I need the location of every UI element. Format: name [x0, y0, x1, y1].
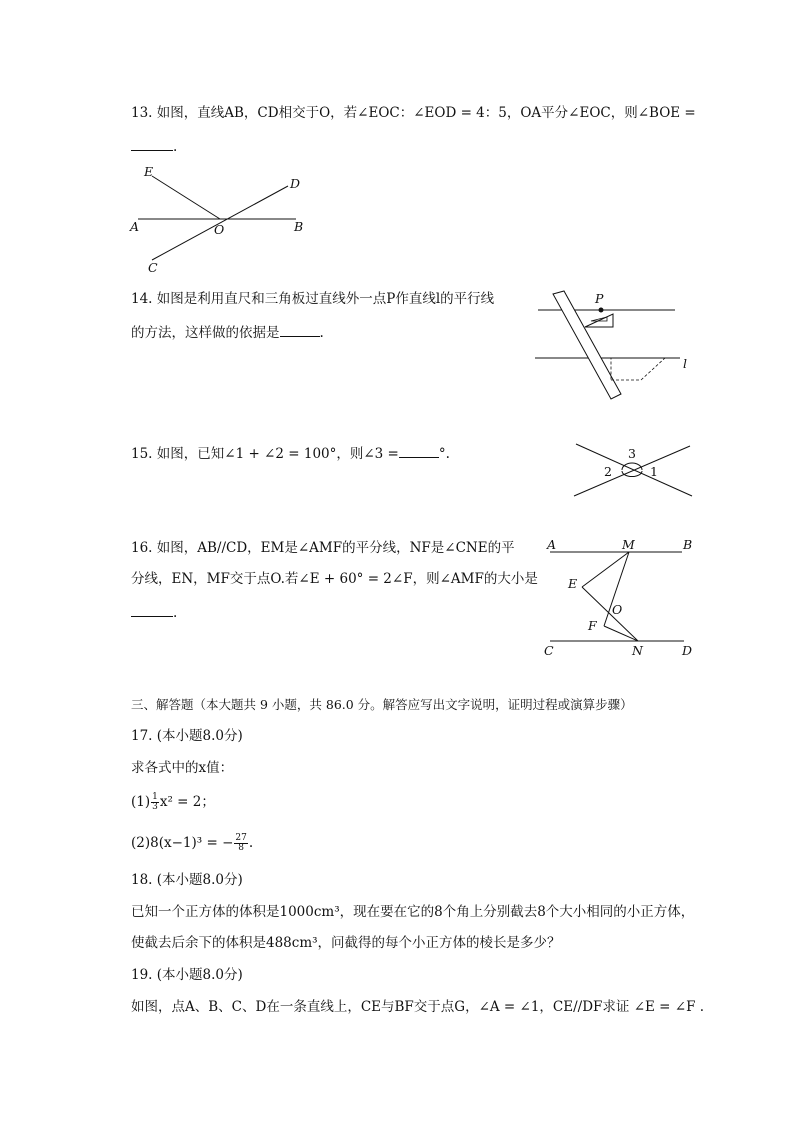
q13-label-e: E [144, 164, 154, 179]
q17-part2-end: . [248, 835, 254, 851]
q14-triangle-bottom [611, 358, 665, 380]
q16-label-d: D [682, 643, 693, 658]
q19-header-text: 19. (本小题8.0分) [131, 967, 243, 983]
q16-label-b: B [683, 537, 693, 552]
q16-figure [542, 538, 702, 663]
q17-header [131, 727, 243, 745]
q16-blank [131, 602, 173, 617]
q17-part2-fraction [234, 834, 247, 853]
q19-line1-text: 如图，点A、B、C、D在一条直线上，CE与BF交于点G，∠A = ∠1，CE//DF求证 ∠E = ∠F . [131, 999, 705, 1015]
q13-text [131, 104, 696, 122]
q16-segment-me [582, 552, 629, 587]
q15-label-1: 1 [650, 464, 658, 479]
q18-header [131, 871, 243, 889]
q15-label-2: 2 [604, 464, 612, 479]
q17-header-text: 17. (本小题8.0分) [131, 728, 243, 744]
q18-header-text: 18. (本小题8.0分) [131, 872, 243, 888]
q13-label-d: D [290, 176, 301, 191]
q16-label-o: O [612, 602, 623, 617]
q17-part1-numerator: 1 [152, 792, 158, 802]
q19-header [131, 966, 243, 984]
q16-label-e: E [568, 576, 578, 591]
q16-line2-text: 分线，EN，MF交于点O.若∠E + 60° = 2∠F，则∠AMF的大小是 [131, 571, 538, 587]
q16-end: . [173, 605, 178, 621]
q15-figure [570, 440, 700, 505]
q16-line1-text: 16. 如图，AB//CD，EM是∠AMF的平分线，NF是∠CNE的平 [131, 540, 515, 556]
q17-part2 [131, 834, 253, 853]
q16-label-n: N [632, 643, 643, 658]
q16-answer-line [131, 602, 177, 622]
q15-label-3: 3 [628, 446, 636, 461]
q17-part2-numerator: 27 [235, 833, 247, 843]
q14-end: . [319, 325, 324, 341]
q15-blank [399, 443, 439, 458]
q16-label-m: M [622, 537, 635, 552]
q14-line1 [131, 290, 494, 308]
q18-line2 [131, 934, 561, 952]
q14-figure [535, 290, 705, 405]
q13-end: . [173, 139, 178, 155]
q13-answer-line [131, 136, 177, 156]
q13-label-c: C [148, 260, 158, 275]
q14-label-l: l [683, 356, 687, 371]
q16-line1 [131, 539, 515, 557]
q16-segment-fn [604, 626, 638, 641]
q13-text-content: 13. 如图，直线AB，CD相交于O，若∠EOC：∠EOD = 4：5，OA平分∠EOC，则∠BOE = [131, 105, 696, 121]
q14-triangle-top [585, 314, 613, 327]
q17-part1-label: (1) [131, 794, 151, 810]
q17-part1-denominator: 3 [152, 802, 158, 812]
q14-line1-text: 14. 如图是利用直尺和三角板过直线外一点P作直线l的平行线 [131, 291, 495, 307]
q16-label-a: A [547, 537, 557, 552]
q17-part2-denominator: 8 [238, 843, 244, 853]
q19-line1 [131, 998, 704, 1016]
q14-line2 [131, 322, 324, 342]
q13-label-a: A [130, 219, 140, 234]
q14-blank [280, 322, 320, 337]
q17-part2-left: (2)8(x−1)³ = − [131, 835, 234, 851]
section3-heading-text: 三、解答题（本大题共 9 小题，共 86.0 分。解答应写出文字说明，证明过程或演算步骤） [131, 697, 633, 712]
q14-line2-text: 的方法，这样做的依据是 [131, 325, 280, 341]
q13-figure [128, 162, 328, 277]
q16-label-f: F [588, 618, 597, 633]
q18-line1-text: 已知一个正方体的体积是1000cm³，现在要在它的8个角上分别截去8个大小相同的小正方体， [131, 904, 695, 920]
q14-ruler [553, 291, 621, 399]
q16-line2 [131, 570, 538, 588]
q15-end: °. [438, 446, 450, 462]
q17-part1 [131, 793, 215, 812]
q17-part1-fraction [151, 793, 159, 812]
q14-label-p: P [595, 291, 604, 306]
q15-text [131, 443, 450, 463]
q13-blank [131, 136, 173, 151]
section3-heading [131, 696, 633, 713]
q13-label-o: O [214, 222, 225, 237]
q18-line2-text: 使截去后余下的体积是488cm³，问截得的每个小正方体的棱长是多少？ [131, 935, 561, 951]
q13-ray-oe [152, 176, 220, 219]
q15-text-content: 15. 如图，已知∠1 + ∠2 = 100°，则∠3 = [131, 446, 399, 462]
q17-part1-rest: x² = 2； [159, 794, 215, 810]
q17-prompt [131, 759, 233, 777]
q17-prompt-text: 求各式中的x值： [131, 760, 234, 776]
q14-point-p [599, 308, 604, 313]
q16-label-c: C [544, 643, 554, 658]
q13-label-b: B [294, 219, 304, 234]
q18-line1 [131, 903, 694, 921]
